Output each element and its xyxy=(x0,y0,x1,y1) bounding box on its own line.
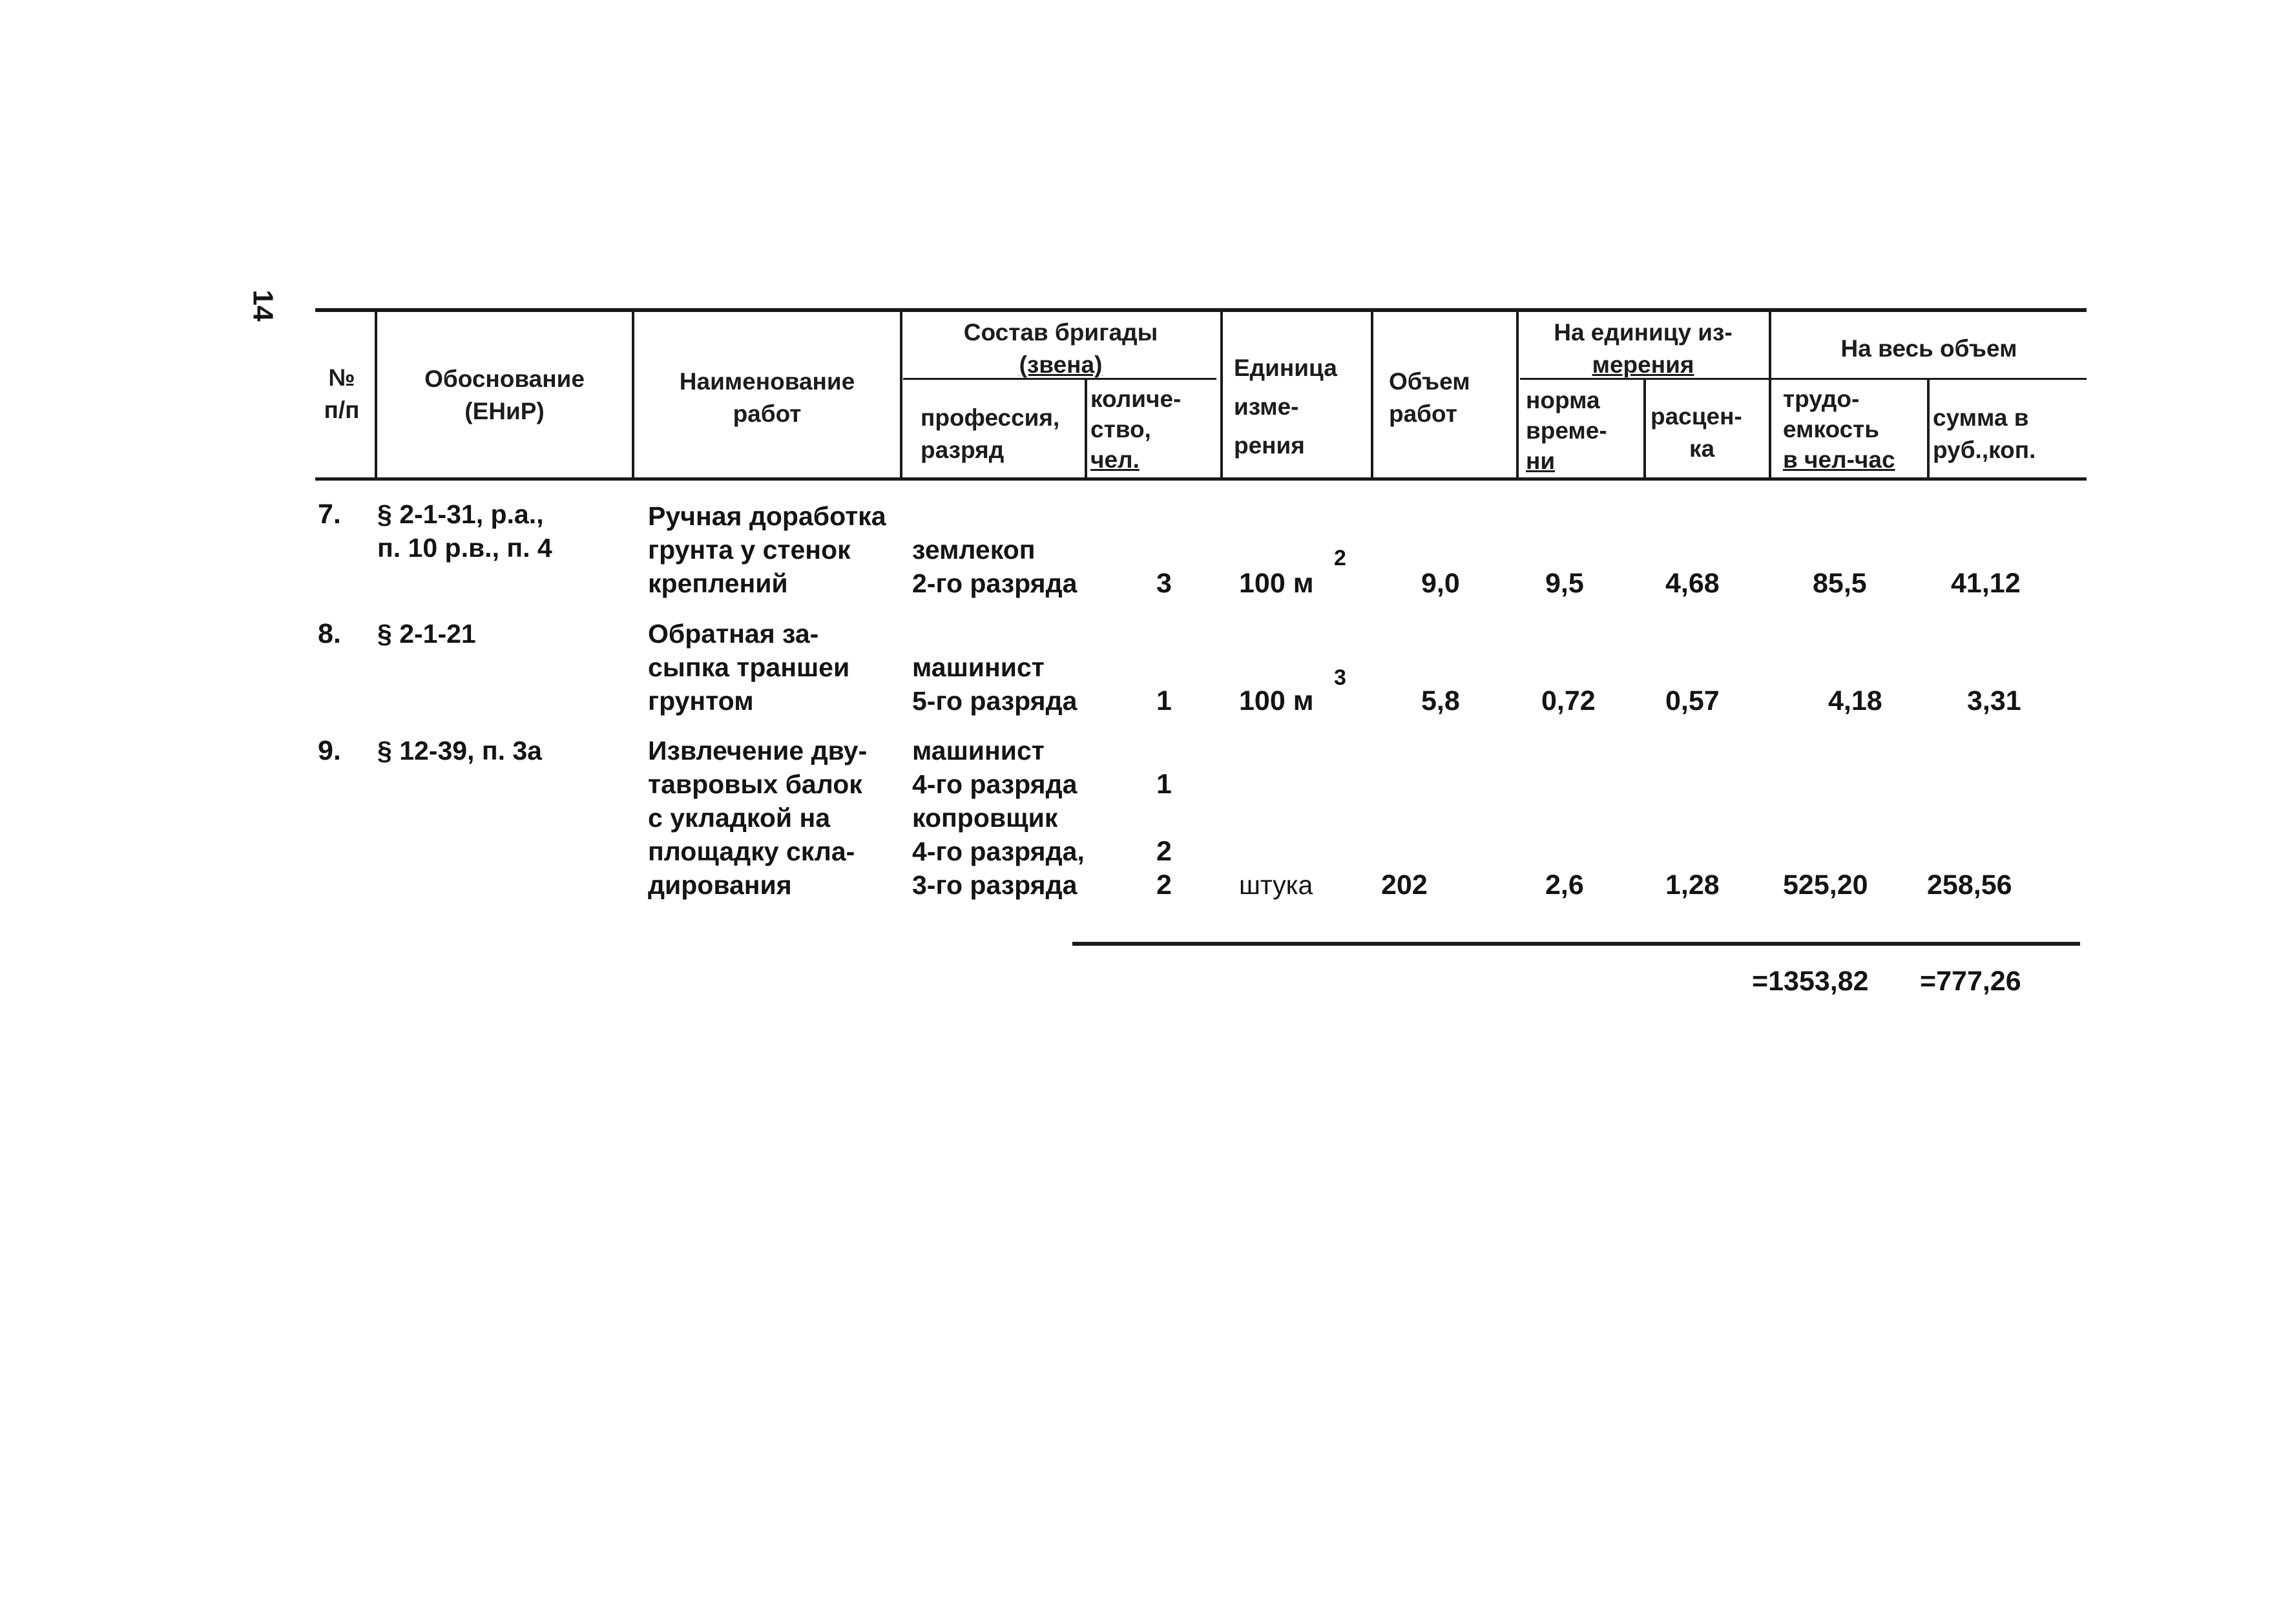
row-9-rate: 1,28 xyxy=(1665,869,1720,900)
row-8-profession: машинист 5-го разряда xyxy=(912,652,1078,716)
row-9-basis: § 12-39, п. 3а xyxy=(377,736,542,765)
header-rate: расцен- ка xyxy=(1651,403,1742,462)
row-7-unit: 100 м xyxy=(1239,568,1314,599)
row-7-name: Ручная доработка грунта у стенок креплений xyxy=(648,501,886,598)
header-count: количе- ство, чел. xyxy=(1090,386,1182,473)
row-8-labor: 4,18 xyxy=(1828,685,1882,716)
row-8-volume: 5,8 xyxy=(1421,685,1460,716)
col-divider xyxy=(1643,378,1646,481)
header-sum: сумма в руб.,коп. xyxy=(1933,404,2036,463)
row-7-profession: землекоп 2-го разряда xyxy=(912,535,1078,598)
row-9-count: 1 2 2 xyxy=(1156,769,1172,900)
col-divider xyxy=(1220,310,1223,481)
row-8-unit-exponent: 3 xyxy=(1334,665,1346,690)
header-labor: трудо- емкость в чел-час xyxy=(1783,386,1895,473)
row-8-count: 1 xyxy=(1156,685,1172,716)
row-9-labor: 525,20 xyxy=(1783,869,1868,900)
totals-rule xyxy=(1072,942,2080,946)
row-9-volume: 202 xyxy=(1381,869,1428,900)
row-7-norm: 9,5 xyxy=(1545,568,1584,599)
row-8-no: 8. xyxy=(318,618,341,649)
table-top-rule xyxy=(315,308,2087,312)
row-8-norm: 0,72 xyxy=(1541,685,1596,716)
row-7-rate: 4,68 xyxy=(1665,568,1720,599)
header-bottom-rule xyxy=(315,477,2087,481)
header-norm: норма време- ни xyxy=(1526,387,1607,474)
row-7-sum: 41,12 xyxy=(1951,568,2021,599)
col-divider xyxy=(1085,378,1087,481)
header-per-unit-group: На единицу из- мерения xyxy=(1554,319,1733,378)
total-sum: =777,26 xyxy=(1920,966,2021,997)
row-7-basis: § 2-1-31, р.а., п. 10 р.в., п. 4 xyxy=(377,499,552,563)
row-8-basis: § 2-1-21 xyxy=(377,619,476,649)
total-subheader-rule xyxy=(1780,378,2087,380)
header-basis: Обоснование (ЕНиР) xyxy=(424,366,585,424)
header-work-name: Наименование работ xyxy=(679,368,855,427)
row-9-norm: 2,6 xyxy=(1545,869,1584,900)
col-divider xyxy=(1371,310,1373,481)
header-unit: Единица изме- рения xyxy=(1234,355,1337,459)
row-7-labor: 85,5 xyxy=(1813,568,1867,599)
header-no: № п/п xyxy=(324,364,360,423)
row-7-volume: 9,0 xyxy=(1421,568,1460,599)
row-7-no: 7. xyxy=(318,499,341,530)
col-divider xyxy=(1927,378,1930,481)
header-total-group: На весь объем xyxy=(1840,335,2017,362)
header-brigade-group: Состав бригады (звена) xyxy=(963,319,1158,378)
total-labor: =1353,82 xyxy=(1752,966,1869,997)
page-number: 14 xyxy=(247,289,279,322)
row-9-profession: машинист 4-го разряда копровщик 4-го разряда, 3-го разряда xyxy=(912,736,1085,900)
header-volume: Объем работ xyxy=(1389,368,1470,427)
row-8-name: Обратная за- сыпка траншеи грунтом xyxy=(648,619,850,716)
row-8-unit: 100 м xyxy=(1239,685,1314,716)
row-9-unit: штука xyxy=(1239,870,1313,900)
row-9-sum: 258,56 xyxy=(1927,869,2012,900)
row-7-unit-exponent: 2 xyxy=(1334,546,1346,570)
row-8-rate: 0,57 xyxy=(1665,685,1720,716)
header-profession: профессия, разряд xyxy=(921,404,1060,463)
row-9-name: Извлечение дву- тавровых балок с укладкой на площадку скла- дирования xyxy=(648,736,868,900)
row-7-count: 3 xyxy=(1156,568,1172,599)
row-9-no: 9. xyxy=(318,735,341,766)
row-8-sum: 3,31 xyxy=(1967,685,2021,716)
